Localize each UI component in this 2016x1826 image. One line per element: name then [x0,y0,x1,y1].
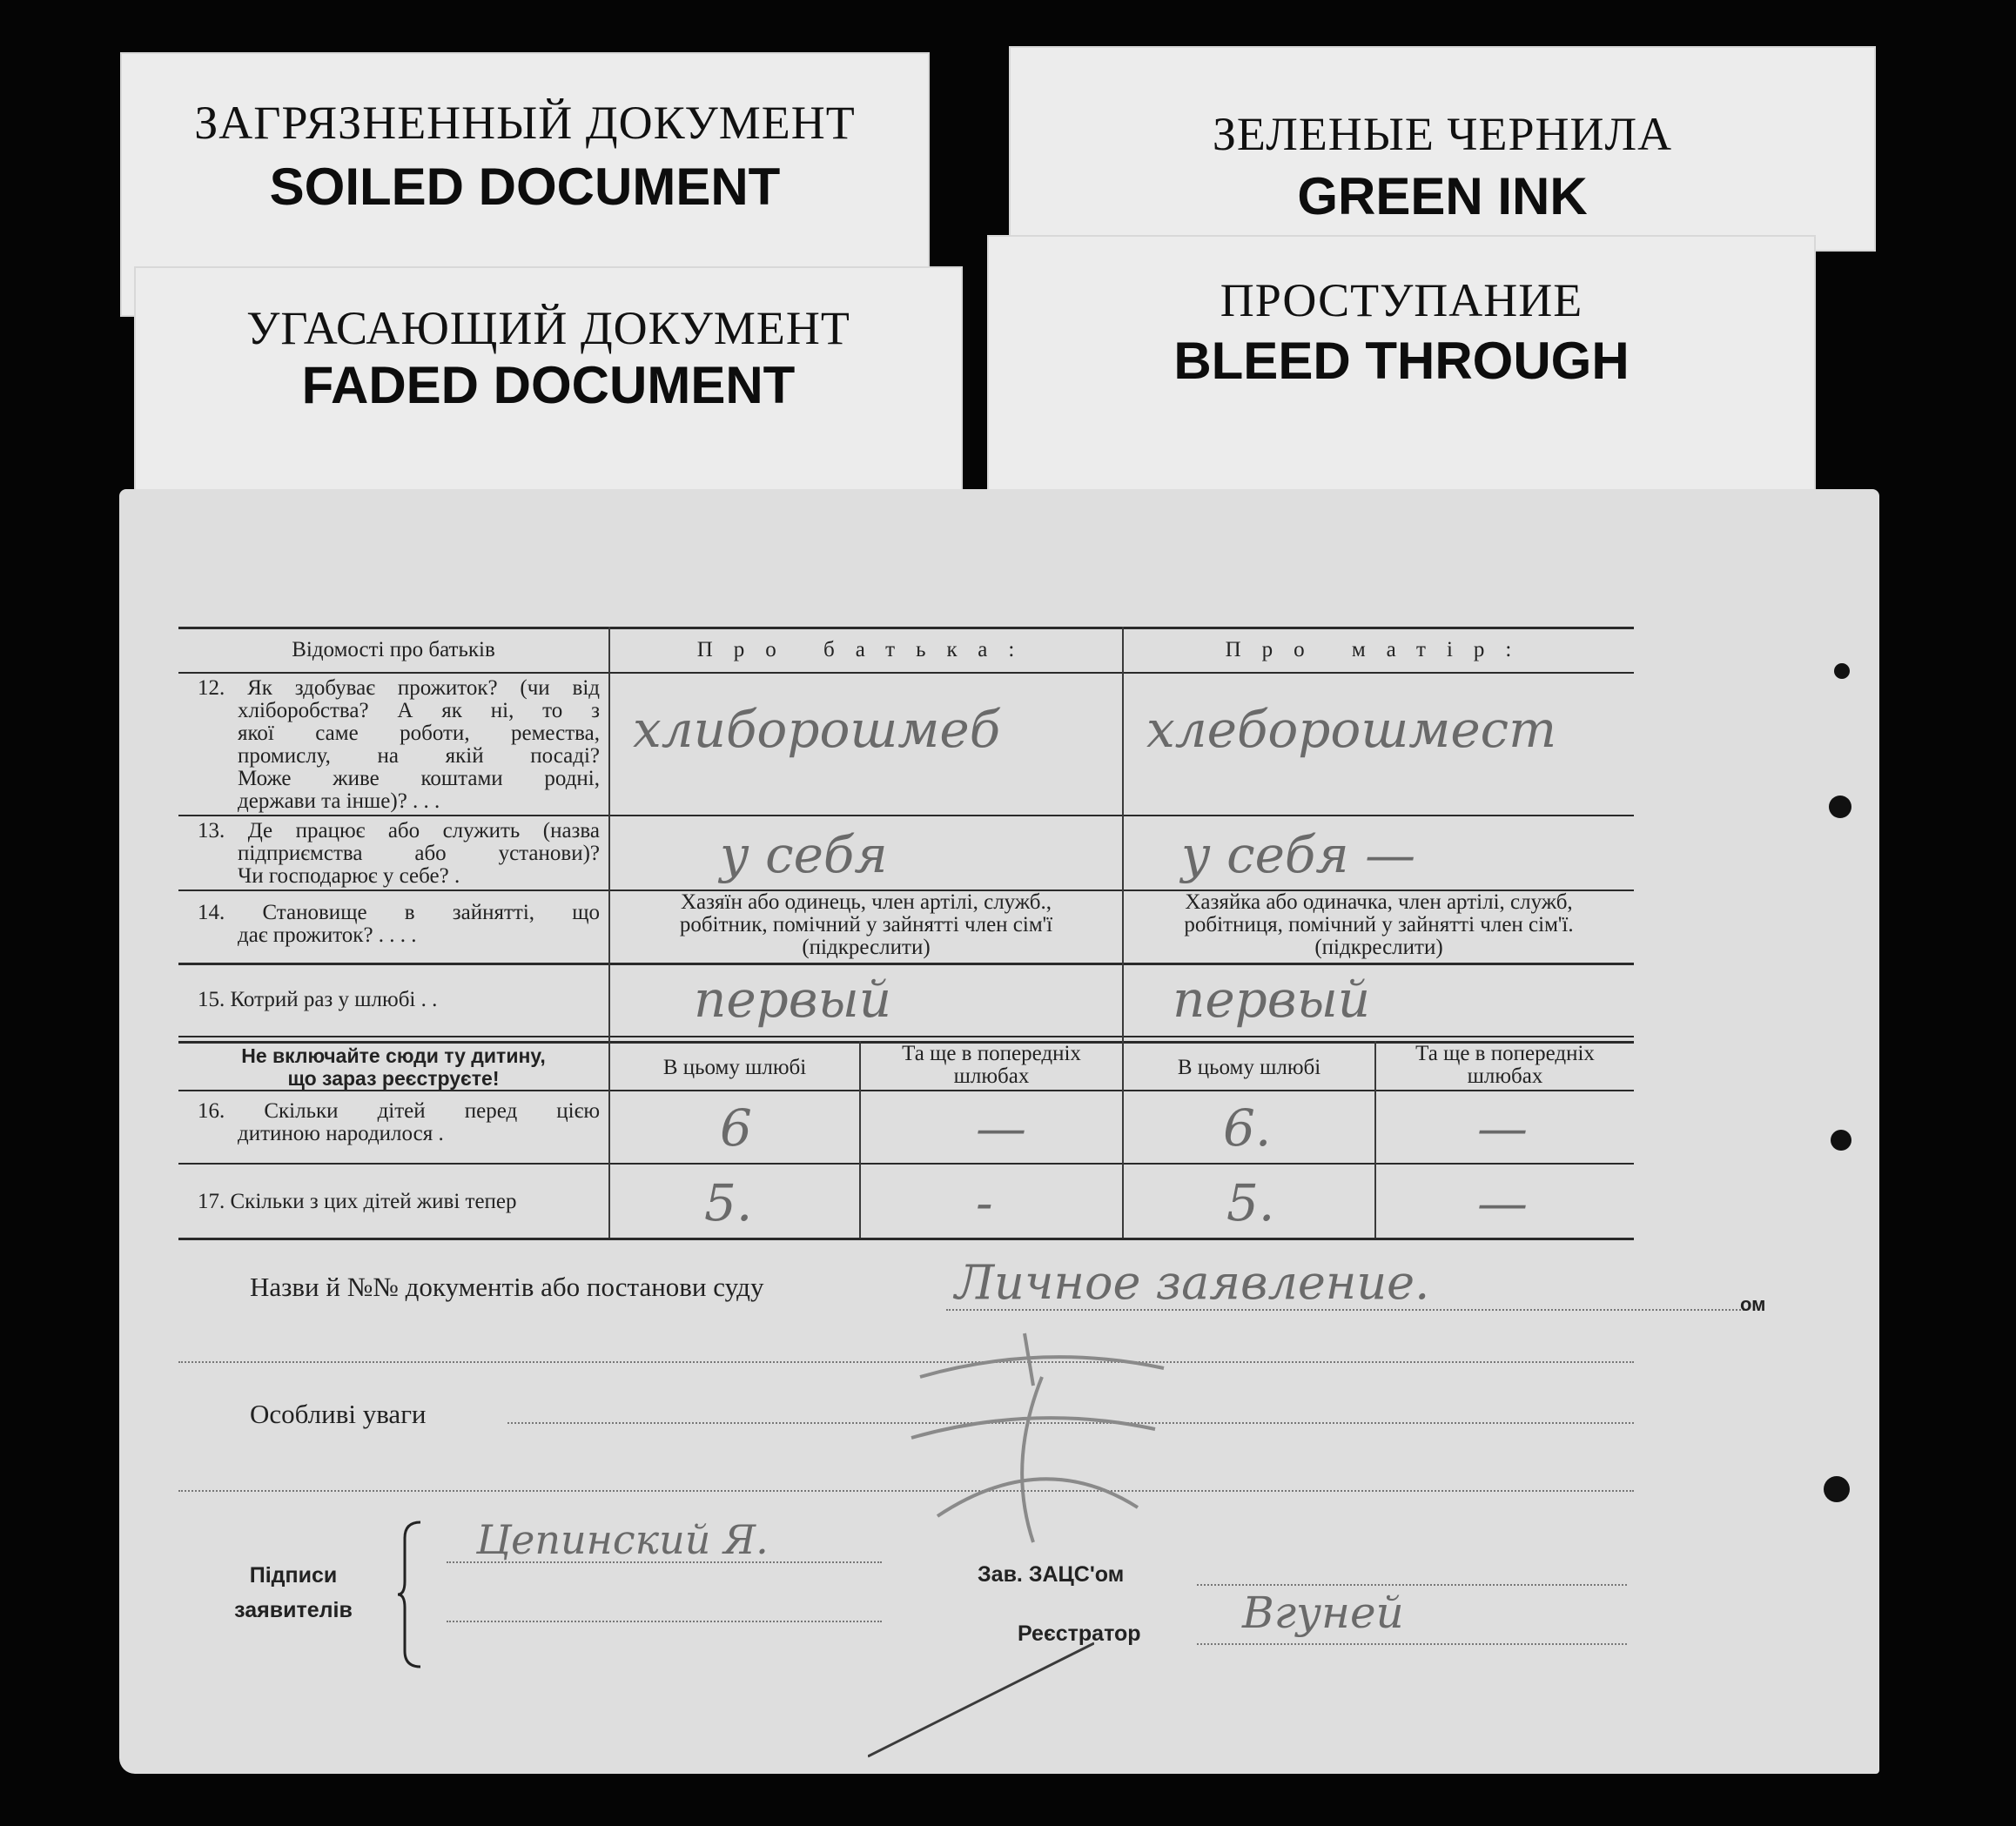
applicants-signatures-label: Підписи заявителів [234,1563,353,1622]
registrar-label: Реєстратор [1018,1621,1141,1646]
question-15-label: 15. Котрий раз у шлюбі . . [198,988,438,1011]
q12-mother-answer: хлеборошмест [1146,700,1557,759]
card-label-en: FADED DOCUMENT [301,356,796,414]
green-ink-card [1011,48,1874,250]
punch-hole [1834,663,1850,679]
documents-value: Личное заявление. [955,1255,1430,1310]
card-label-ru: ПРОСТУПАНИЕ [1220,274,1583,326]
q14-father-options: Хазяїн або одинець, член артілі, служб., робітник, помічний у зайнятті член сім'ї (підкреслити) [679,890,1053,959]
q17-mother-this: 5. [1226,1173,1275,1232]
q17-father-prev: - [976,1173,993,1232]
punch-hole [1829,796,1851,818]
card-label-ru: ЗЕЛЕНЫЕ ЧЕРНИЛА [1212,108,1673,160]
pencil-stroke [868,1638,1094,1760]
exclude-child-note: Не включайте сюди ту дитину, що зараз реєструєте! [241,1044,546,1090]
q13-mother-answer: у себя — [1181,825,1416,884]
q17-mother-prev: — [1477,1173,1528,1232]
q16-mother-this: 6. [1223,1098,1272,1158]
question-17-label: 17. Скільки з цих дітей живі тепер [198,1190,517,1213]
q12-father-answer: хлиборошмеб [633,700,1001,759]
head-zags-label: Зав. ЗАЦС'ом [978,1562,1125,1587]
punch-hole [1831,1130,1851,1151]
q16-mother-prev: — [1477,1098,1528,1158]
q17-father-this: 5. [704,1173,753,1232]
card-label-ru: ЗАГРЯЗНЕННЫЙ ДОКУМЕНТ [194,97,856,149]
card-label-ru: УГАСАЮЩИЙ ДОКУМЕНТ [246,302,850,354]
mother-prev-marriages-header: Та ще в попередніх шлюбах [1415,1042,1595,1088]
father-prev-marriages-header: Та ще в попередніх шлюбах [902,1042,1081,1088]
q16-father-this: 6 [720,1098,752,1158]
documents-label: Назви й №№ документів або постанови суду [250,1272,764,1302]
card-label-en: SOILED DOCUMENT [269,158,781,216]
remarks-label: Особливі уваги [250,1399,427,1429]
card-label-en: GREEN INK [1297,167,1588,225]
header-father: Про батька: [696,638,1036,661]
father-this-marriage-header: В цьому шлюбі [662,1056,807,1079]
q14-mother-options: Хазяйка або одиначка, член артілі, служб, робітниця, помічний у зайнятті член сім'ї. (підкреслити) [1184,890,1574,959]
applicant-signature: Цепинский Я. [476,1516,769,1563]
question-13-label: 13. Де працює або служить (назва підприємства або установи)? Чи господарює у себе? . [198,819,600,888]
q15-father-answer: первый [694,970,892,1029]
question-14-label: 14. Становище в зайнятті, що дає прожиток? . . . . [198,901,600,947]
registration-form-sheet [119,489,1879,1774]
q15-mother-answer: первый [1173,970,1371,1029]
registrar-signature: Вгуней [1242,1588,1404,1638]
signatures-brace [398,1521,424,1668]
question-12-label: 12. Як здобуває прожиток? (чи від хліборобства? А як ні, то з якої саме роботи, ремества, промислу, на якій посаді? Може живе коштами родні, держави та інше)? . . . [198,676,600,813]
remarks-scribble [903,1325,1181,1551]
question-16-label: 16. Скільки дітей перед цією дитиною народилося . [198,1099,600,1145]
header-parents-info: Відомості про батьків [292,638,495,661]
bleed-through-card [989,237,1814,498]
mother-this-marriage-header: В цьому шлюбі [1177,1056,1321,1079]
header-mother: Про матір: [1225,638,1533,661]
q13-father-answer: у себя [720,825,888,884]
q16-father-prev: — [976,1098,1026,1158]
card-label-en: BLEED THROUGH [1173,332,1630,390]
punch-hole [1824,1476,1850,1502]
margin-mark: ом [1740,1293,1766,1315]
